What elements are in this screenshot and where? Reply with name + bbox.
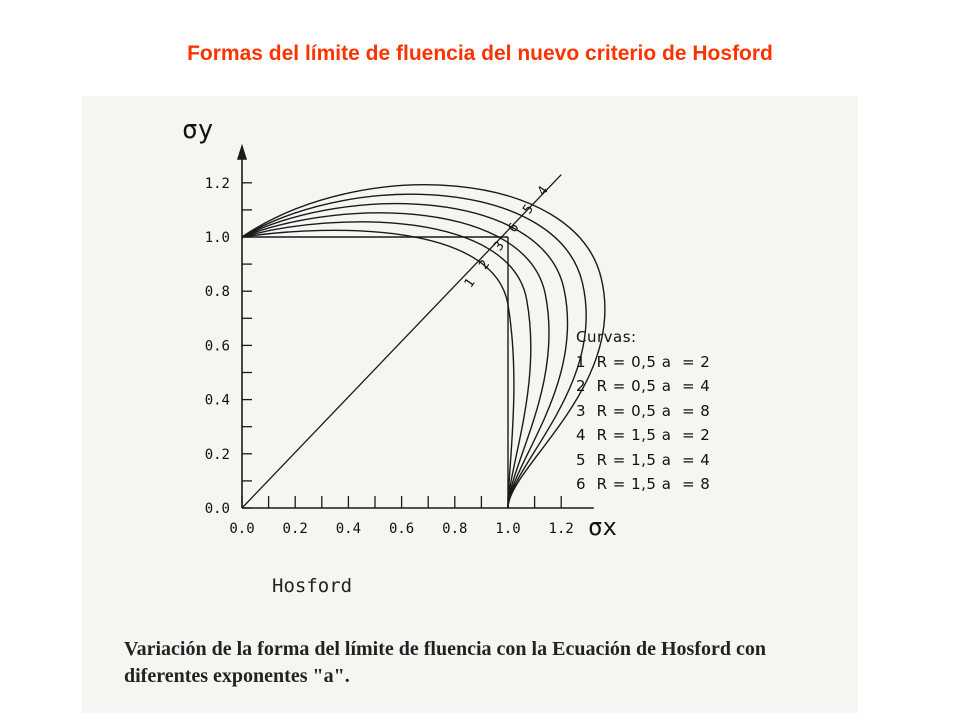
x-axis-label: σx [588, 513, 617, 541]
curve-number-label: 4 [534, 183, 552, 199]
legend-entry-2: 2 R = 0,5 a = 4 [576, 377, 711, 395]
slide-title: Formas del límite de fluencia del nuevo criterio de Hosford [187, 42, 773, 65]
chart-axes [237, 144, 594, 508]
legend-entry-3: 3 R = 0,5 a = 8 [576, 401, 711, 420]
x-tick-label: 0.0 [229, 521, 255, 537]
x-tick-label: 0.2 [282, 521, 308, 537]
legend-entry-6: 6 R = 1,5 a = 8 [576, 475, 711, 493]
y-tick-label: 0.6 [204, 338, 230, 355]
x-tick-label: 0.4 [335, 521, 362, 537]
legend-entry-4: 4 R = 1,5 a = 2 [576, 426, 711, 444]
curve-number-label: 3 [491, 238, 508, 254]
chart-legend [576, 325, 726, 497]
y-tick-label: 0.2 [204, 446, 230, 463]
y-tick-label: 0.0 [204, 501, 230, 517]
curve-number-label: 1 [461, 275, 479, 291]
y-tick-label: 0.8 [204, 284, 230, 301]
x-tick-label: 1.0 [495, 521, 521, 537]
curve-number-label: 2 [476, 257, 494, 273]
figure-sub-label: Hosford [272, 575, 353, 597]
y-tick-label: 0.4 [204, 392, 230, 409]
yield-curve-3 [242, 213, 549, 508]
legend-entry-5: 5 R = 1,5 a = 4 [576, 450, 711, 469]
legend-title: Curvas: [576, 328, 637, 346]
figure-caption: Variación de la forma del límite de fluencia con la Ecuación de Hosford con diferentes exponentes "a". [124, 638, 767, 687]
y-tick-label: 1.0 [204, 230, 230, 246]
legend-entry-1: 1 R = 0,5 a = 2 [576, 352, 711, 371]
x-tick-label: 0.8 [442, 521, 468, 537]
y-axis-arrow [237, 144, 247, 160]
chart-curves [242, 175, 605, 508]
x-tick-label: 1.2 [548, 521, 574, 537]
curve-number-label: 5 [520, 202, 538, 218]
curve-number-label: 6 [505, 220, 523, 236]
y-axis-label: σy [182, 115, 214, 145]
chart-labels [182, 115, 617, 541]
y-tick-label: 1.2 [204, 175, 230, 192]
x-tick-label: 0.6 [388, 521, 415, 537]
